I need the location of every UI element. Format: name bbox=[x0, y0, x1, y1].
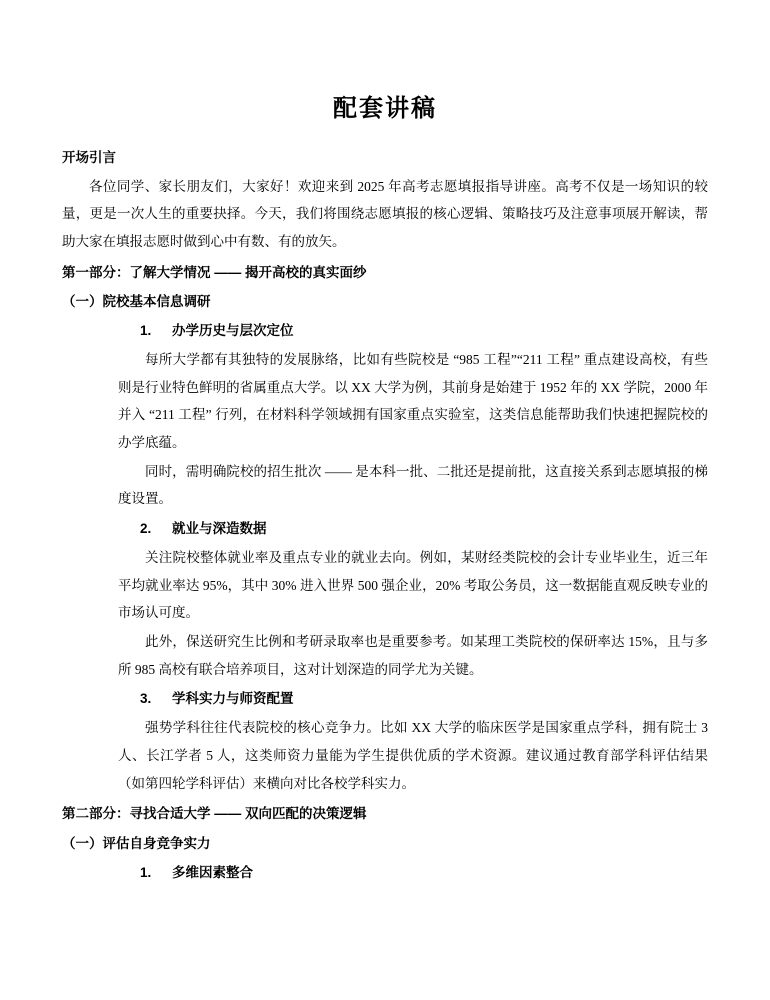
numbered-heading bbox=[62, 515, 708, 542]
list-number: 1. bbox=[140, 864, 152, 880]
list-number: 1. bbox=[140, 322, 152, 338]
numbered-heading-label: 多维因素整合 bbox=[172, 864, 253, 880]
page-title: 配套讲稿 bbox=[333, 95, 437, 122]
body-paragraph: 关注院校整体就业率及重点专业的就业去向。例如，某财经类院校的会计专业毕业生，近三年平均就业率达 95%，其中 30% 进入世界 500 强企业，20% 考取公务员，这一数据能直观反映专业的市场认可度。 bbox=[118, 549, 708, 621]
numbered-heading-label: 学科实力与师资配置 bbox=[172, 691, 294, 707]
body-paragraph: 同时，需明确院校的招生批次 —— 是本科一批、二批还是提前批，这直接关系到志愿填报的梯度设置。 bbox=[118, 463, 708, 507]
numbered-heading-label: 就业与深造数据 bbox=[172, 520, 267, 536]
list-number: 2. bbox=[140, 520, 152, 536]
section-heading: 开场引言 bbox=[62, 150, 116, 165]
numbered-heading bbox=[62, 317, 708, 344]
section-heading: （一）院校基本信息调研 bbox=[62, 294, 211, 310]
list-number: 3. bbox=[140, 691, 152, 707]
body-paragraph: 强势学科往往代表院校的核心竞争力。比如 XX 大学的临床医学是国家重点学科，拥有院士 3 人、长江学者 5 人，这类师资力量能为学生提供优质的学术资源。建议通过教育部学科评估结果（如第四轮学科评估）来横向对比各校学科实力。 bbox=[118, 720, 708, 791]
numbered-heading-label: 办学历史与层次定位 bbox=[172, 322, 294, 338]
body-paragraph: 此外，保送研究生比例和考研录取率也是重要参考。如某理工类院校的保研率达 15%，且与多所 985 高校有联合培养项目，这对计划深造的同学尤为关键。 bbox=[118, 633, 708, 677]
section-heading: 第一部分：了解大学情况 —— 揭开高校的真实面纱 bbox=[62, 264, 367, 280]
document-body bbox=[62, 145, 708, 886]
section-heading: （一）评估自身竞争实力 bbox=[62, 835, 211, 851]
body-paragraph: 各位同学、家长朋友们，大家好！欢迎来到 2025 年高考志愿填报指导讲座。高考不仅是一场知识的较量，更是一次人生的重要抉择。今天，我们将围绕志愿填报的核心逻辑、策略技巧及注意事项展开解读，帮助大家在填报志愿时做到心中有数、有的放矢。 bbox=[62, 178, 708, 249]
section-heading: 第二部分：寻找合适大学 —— 双向匹配的决策逻辑 bbox=[62, 806, 367, 822]
numbered-heading bbox=[62, 859, 708, 886]
numbered-heading bbox=[62, 685, 708, 712]
body-paragraph: 每所大学都有其独特的发展脉络，比如有些院校是 “985 工程”“211 工程” 重点建设高校，有些则是行业特色鲜明的省属重点大学。以 XX 大学为例，其前身是始建于 1952 年的 XX 学院，2000 年并入 “211 工程” 行列，在材料科学领域拥有国家重点实验室，这类信息能帮助我们快速把握院校的办学底蕴。 bbox=[118, 351, 708, 450]
